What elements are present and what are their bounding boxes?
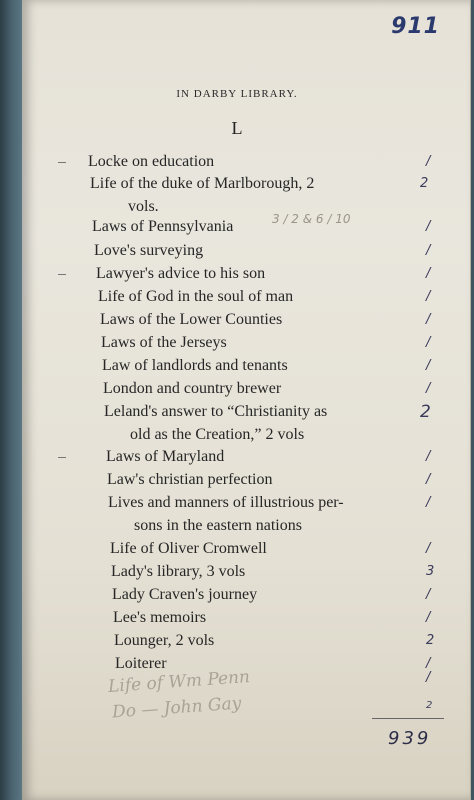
entry-count: 2	[420, 176, 429, 191]
section-letter: L	[231, 118, 243, 138]
entry-title: London and country brewer	[103, 380, 282, 397]
entry-count: /	[426, 219, 431, 234]
entry-count: 3	[426, 564, 435, 579]
catalog-entry	[115, 652, 167, 675]
catalog-entry	[114, 629, 214, 652]
catalog-entry	[100, 308, 282, 331]
entry-title: Life of Oliver Cromwell	[110, 540, 267, 557]
entry-count: /	[426, 541, 431, 556]
page-number: 911	[391, 14, 440, 39]
entry-title: Lawyer's advice to his son	[96, 265, 266, 282]
entry-title: Leland's answer to “Christianity as	[104, 403, 328, 420]
entry-title: Lounger, 2 vols	[114, 632, 215, 649]
entry-title-continued: vols.	[128, 198, 159, 215]
catalog-entry	[98, 285, 293, 308]
catalog-entry	[106, 445, 224, 468]
margin-mark	[58, 457, 66, 458]
catalog-entry	[111, 560, 245, 583]
entry-title: Life of God in the soul of man	[98, 288, 294, 305]
catalog-entry	[110, 537, 267, 560]
entry-count: /	[426, 312, 431, 327]
entry-title: Laws of the Jerseys	[101, 334, 227, 351]
entry-title: Laws of Pennsylvania	[92, 218, 234, 235]
entry-count: /	[426, 154, 431, 169]
entry-title: Loiterer	[115, 655, 167, 672]
entry-title-continued: old as the Creation,” 2 vols	[130, 426, 305, 443]
catalog-entry	[104, 400, 327, 446]
entry-title: Life of the duke of Marlborough, 2	[90, 175, 315, 192]
entry-count: /	[426, 243, 431, 258]
entry-count: /	[426, 587, 431, 602]
entry-title: Lives and manners of illustrious per-	[108, 494, 344, 511]
entry-count: /	[426, 449, 431, 464]
catalog-entry	[90, 172, 314, 218]
margin-mark	[58, 162, 66, 163]
catalog-entry	[102, 354, 288, 377]
handwritten-count: 2	[426, 700, 433, 711]
entry-count: /	[426, 358, 431, 373]
entry-title-continued: sons in the eastern nations	[134, 517, 302, 534]
catalog-entry	[113, 606, 206, 629]
catalog-entry	[112, 583, 257, 606]
entry-count: /	[426, 610, 431, 625]
total-rule	[372, 718, 444, 719]
entry-title: Locke on education	[88, 153, 215, 170]
entry-count: /	[426, 335, 431, 350]
entry-count: /	[426, 289, 431, 304]
entry-title: Law of landlords and tenants	[102, 357, 288, 374]
handwritten-count: /	[426, 670, 431, 685]
entry-title: Laws of the Lower Counties	[100, 311, 283, 328]
page-header: IN DARBY LIBRARY.	[176, 88, 298, 100]
entry-count: /	[426, 381, 431, 396]
entry-title: Lee's memoirs	[113, 609, 207, 626]
catalog-entry	[92, 215, 233, 238]
entry-count: /	[426, 656, 431, 671]
entry-count: 2	[420, 402, 431, 422]
total-count: 939	[388, 728, 432, 749]
entry-count: /	[426, 266, 431, 281]
handwritten-entry: Do — John Gay	[111, 693, 242, 723]
catalog-entry	[94, 239, 203, 262]
pencil-note: 3 / 2 & 6 / 10	[272, 212, 351, 226]
catalog-entry	[108, 491, 344, 537]
catalog-entry	[96, 262, 265, 285]
entry-count: /	[426, 472, 431, 487]
handwritten-entry: Life of Wm Penn	[107, 667, 251, 697]
entry-title: Lady Craven's journey	[112, 586, 258, 603]
catalog-entry	[107, 468, 272, 491]
entry-title: Love's surveying	[94, 242, 204, 259]
catalog-entry	[88, 150, 214, 173]
entry-title: Laws of Maryland	[106, 448, 225, 465]
entry-count: 2	[426, 633, 435, 648]
entry-title: Law's christian perfection	[107, 471, 273, 488]
catalog-entry	[101, 331, 227, 354]
entry-count: /	[426, 495, 431, 510]
entry-title: Lady's library, 3 vols	[111, 563, 246, 580]
catalog-entry	[103, 377, 281, 400]
margin-mark	[58, 274, 66, 275]
